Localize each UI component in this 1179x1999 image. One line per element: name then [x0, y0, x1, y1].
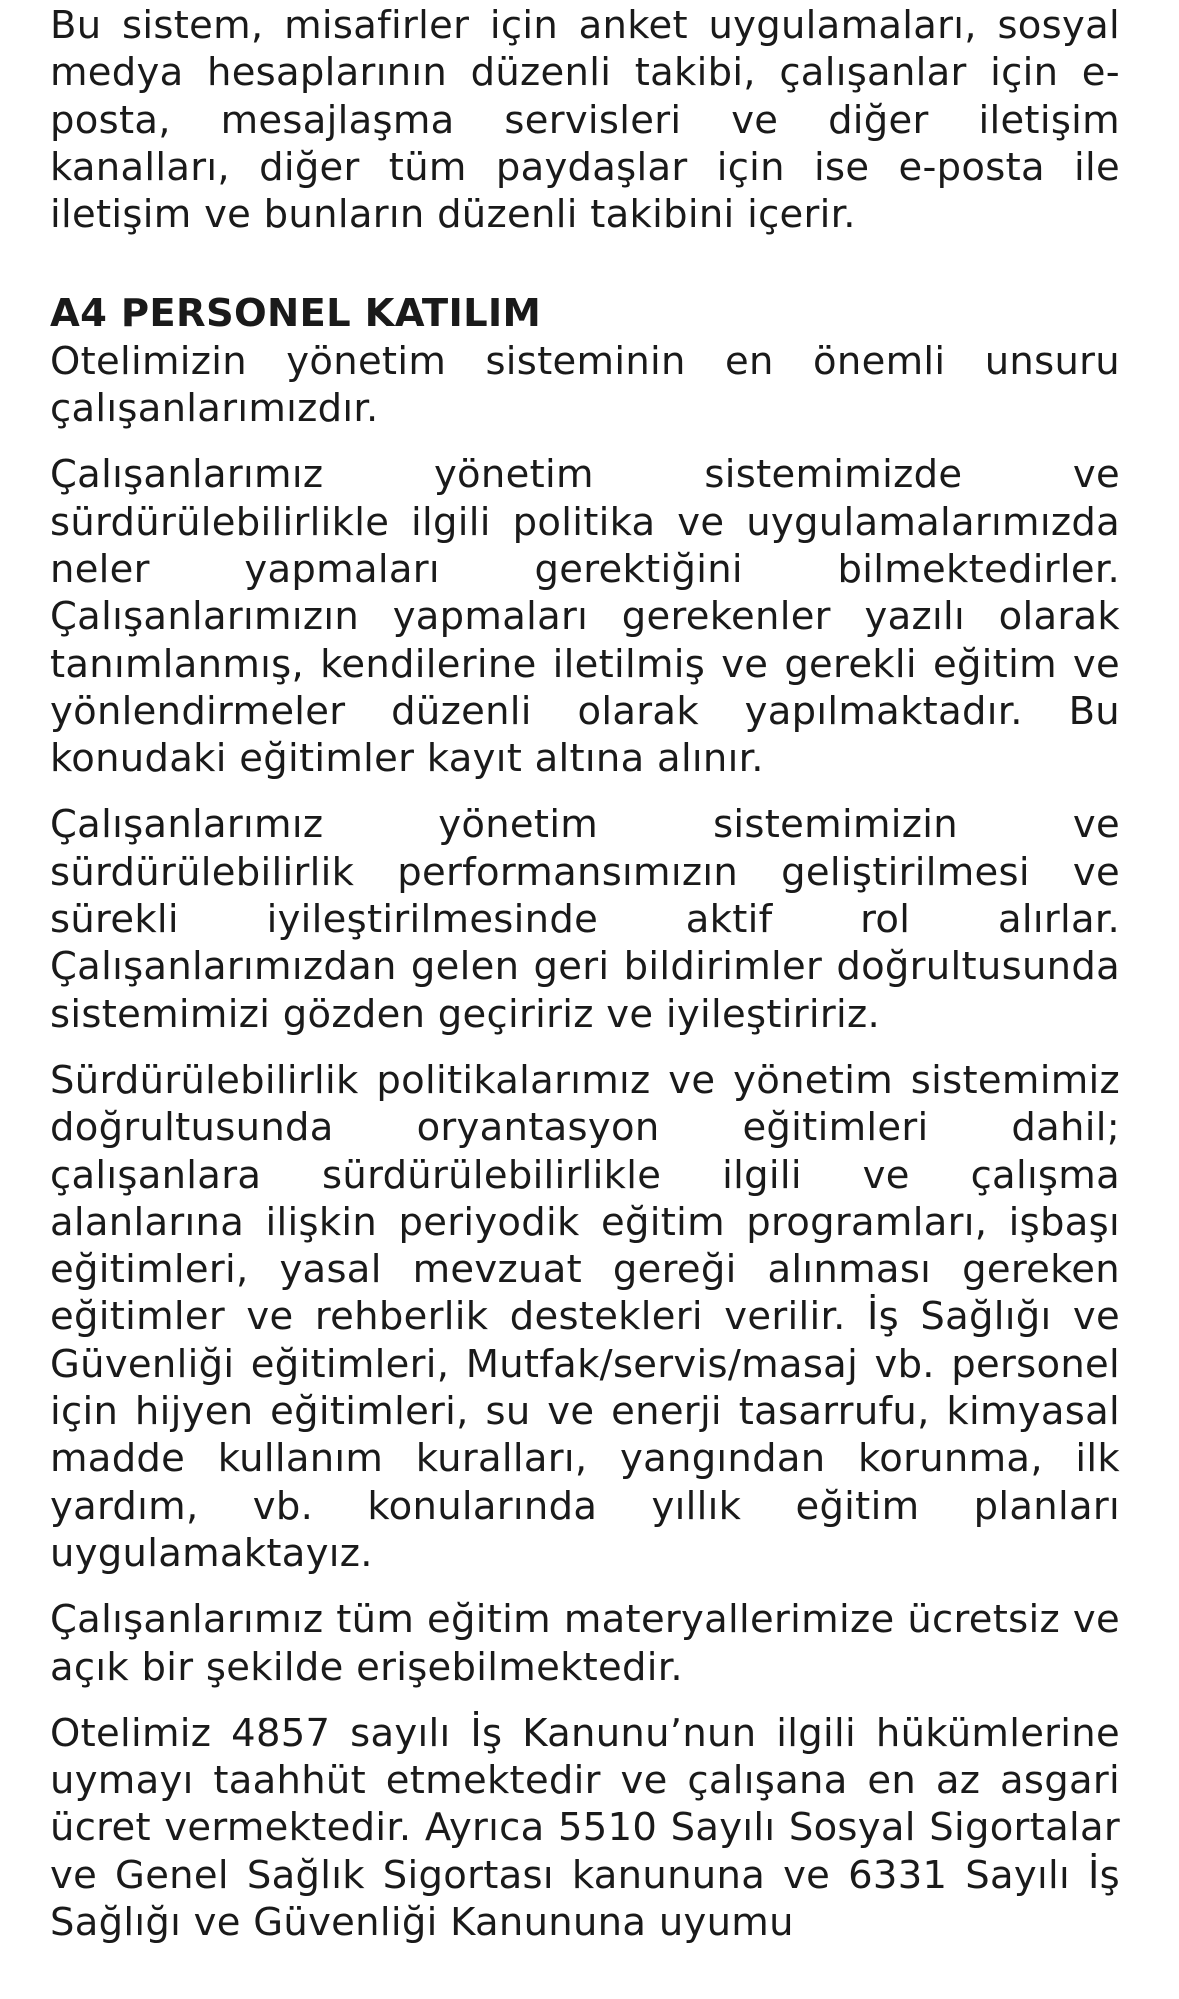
paragraph-2: Çalışanlarımız yönetim sistemimizde ve sürdürülebilirlikle ilgili politika ve uygulamalarımızda neler yapmaları gerektiğini bilmektedirler. Çalışanlarımızın yapmaları gerekenler yazılı olarak tanımlanmış, kendilerine iletilmiş ve gerekli eğitim ve yönlendirmeler düzenli olarak yapılmaktadır. Bu konudaki eğitimler kayıt altına alınır.	[50, 452, 1120, 782]
paragraph-5: Çalışanlarımız tüm eğitim materyallerimize ücretsiz ve açık bir şekilde erişebilmektedir.	[50, 1597, 1120, 1690]
paragraph-1: Otelimizin yönetim sisteminin en önemli unsuru çalışanlarımızdır.	[50, 338, 1120, 432]
document-body	[50, 0, 1120, 1946]
paragraph-6: Otelimiz 4857 sayılı İş Kanunu’nun ilgili hükümlerine uymayı taahhüt etmektedir ve çalışana en az asgari ücret vermektedir. Ayrıca 5510 Sayılı Sosyal Sigortalar ve Genel Sağlık Sigortası kanununa ve 6331 Sayılı İş Sağlığı ve Güvenliği Kanununa uyumu	[50, 1710, 1120, 1945]
paragraph-3: Çalışanlarımız yönetim sistemimizin ve sürdürülebilirlik performansımızın geliştirilmesi ve sürekli iyileştirilmesinde aktif rol alırlar. Çalışanlarımızdan gelen geri bildirimler doğrultusunda sistemimizi gözden geçiririz ve iyileştiririz.	[50, 802, 1120, 1037]
intro-paragraph: Bu sistem, misafirler için anket uygulamaları, sosyal medya hesaplarının düzenli takibi, çalışanlar için e-posta, mesajlaşma servisleri ve diğer iletişim kanalları, diğer tüm paydaşlar için ise e-posta ile iletişim ve bunların düzenli takibini içerir.	[50, 3, 1120, 238]
paragraph-4: Sürdürülebilirlik politikalarımız ve yönetim sistemimiz doğrultusunda oryantasyon eğitimleri dahil; çalışanlara sürdürülebilirlikle ilgili ve çalışma alanlarına ilişkin periyodik eğitim programları, işbaşı eğitimleri, yasal mevzuat gereği alınması gereken eğitimler ve rehberlik destekleri verilir. İş Sağlığı ve Güvenliği eğitimleri, Mutfak/servis/masaj vb. personel için hijyen eğitimleri, su ve enerji tasarrufu, kimyasal madde kullanım kuralları, yangından korunma, ilk yardım, vb. konularında yıllık eğitim planları uygulamaktayız.	[50, 1057, 1120, 1576]
section-heading: A4 PERSONEL KATILIM	[50, 291, 542, 337]
